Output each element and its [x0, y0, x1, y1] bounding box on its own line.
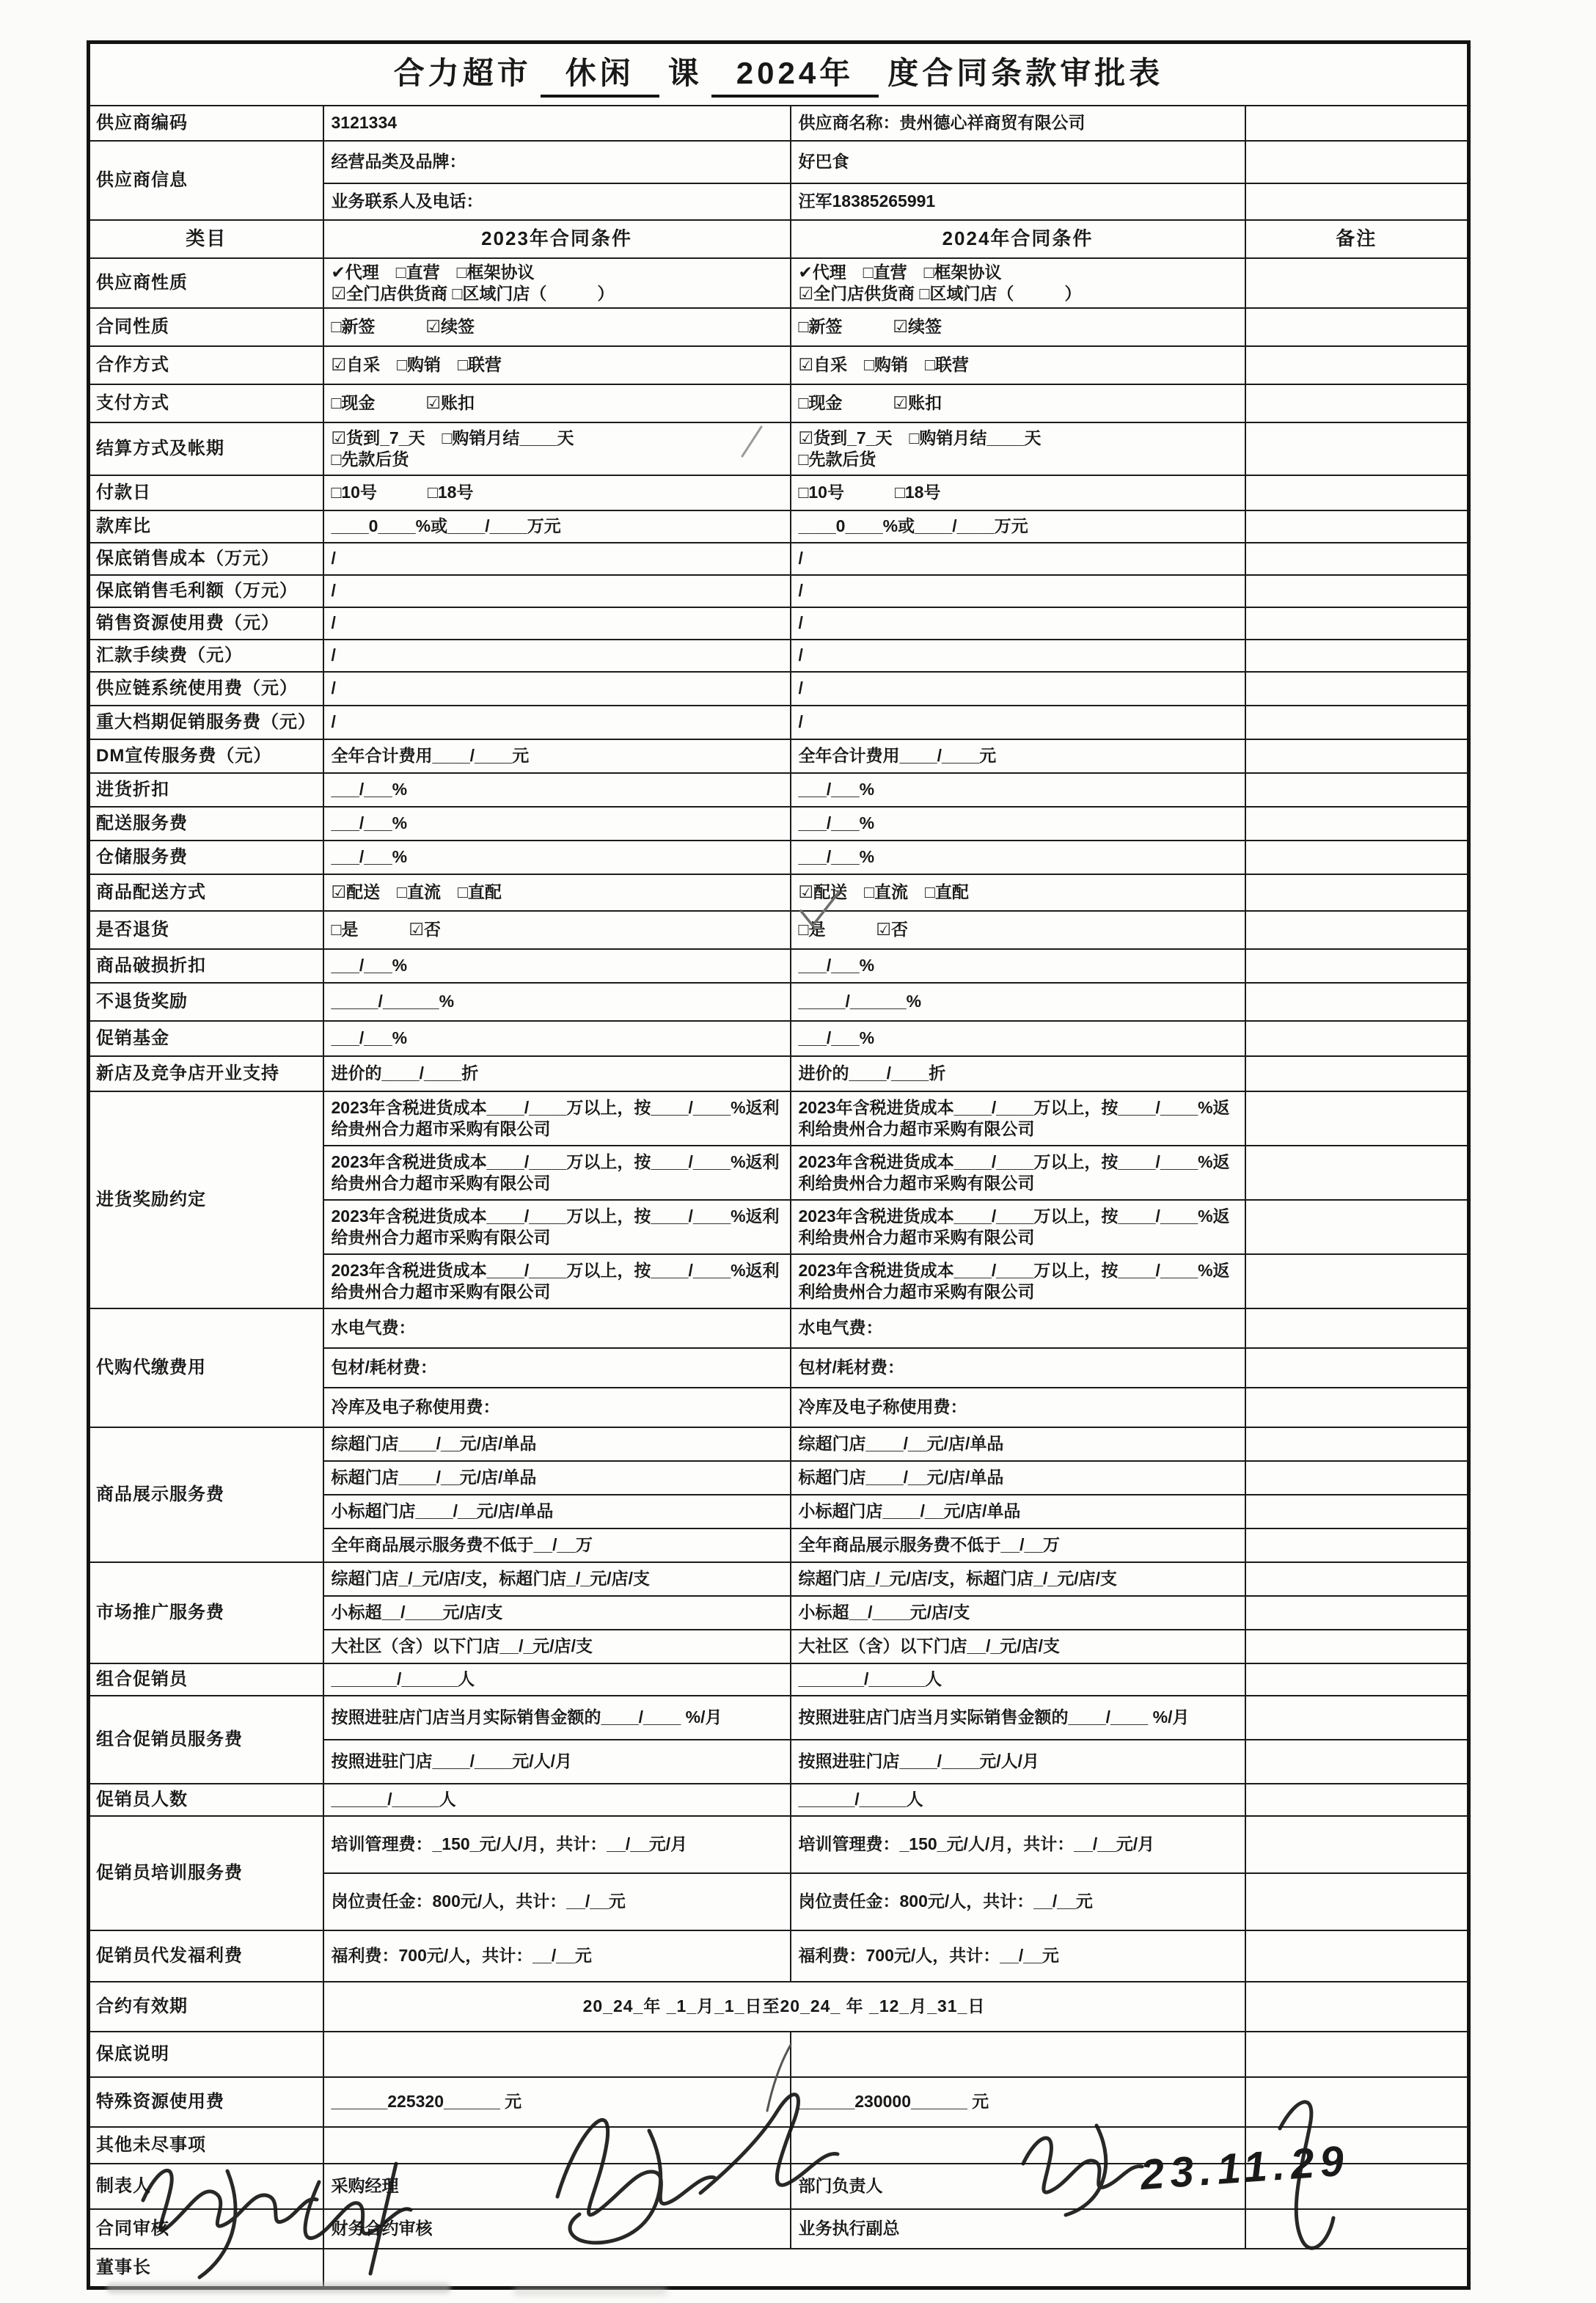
cell-2023: 进价的____/____折	[323, 1056, 791, 1091]
row-label: 进货折扣	[89, 773, 323, 807]
cell-line: ☑货到_7_天 □购销月结____天	[798, 428, 1042, 447]
cell-2024: _______/______人	[791, 1663, 1245, 1696]
cell-2024: 福利费：700元/人，共计：__/__元	[791, 1930, 1245, 1982]
form-title-part: 课	[667, 56, 703, 90]
row-joint-promoter-fee-1	[89, 1696, 1469, 1740]
cell-line: □先款后货	[331, 449, 409, 469]
cell-2023: 采购经理	[323, 2164, 791, 2209]
row-new-store-support	[89, 1056, 1469, 1091]
cell-2023: _______/______人	[323, 1663, 791, 1696]
row-promoter-count	[89, 1784, 1469, 1816]
cell-2023: ______225320______ 元	[323, 2077, 791, 2127]
cell-2023: 综超门店_/_元/店/支，标超门店_/_元/店/支	[323, 1562, 791, 1596]
cell-line: ☑货到_7_天 □购销月结____天	[331, 428, 574, 447]
row-label: 仓储服务费	[89, 841, 323, 874]
cell-2023: □10号 □18号	[323, 475, 791, 510]
cell-line: ✔代理 □直营 □框架协议	[331, 262, 535, 282]
cell-remark	[1245, 141, 1469, 183]
cell-2023: 综超门店____/__元/店/单品	[323, 1427, 791, 1461]
cell-remark	[1245, 510, 1469, 543]
cell-2024: 冷库及电子称使用费：	[791, 1388, 1245, 1427]
row-label: 汇款手续费（元）	[89, 640, 323, 672]
row-supplier-nature	[89, 258, 1469, 308]
cell-2024: 进价的____/____折	[791, 1056, 1245, 1091]
row-label: 商品配送方式	[89, 874, 323, 911]
cell-2024: 汪军18385265991	[791, 183, 1245, 220]
col-remark: 备注	[1245, 220, 1469, 258]
cell-2024	[791, 2127, 1245, 2164]
cell-2023: ☑自采 □购销 □联营	[323, 346, 791, 384]
row-label: 促销员培训服务费	[89, 1816, 323, 1930]
row-label: 配送服务费	[89, 807, 323, 841]
row-sales-resource-fee	[89, 607, 1469, 640]
row-return-goods	[89, 911, 1469, 949]
cell-2023: 包材/耗材费：	[323, 1348, 791, 1388]
row-label: 销售资源使用费（元）	[89, 607, 323, 640]
row-label: 商品展示服务费	[89, 1427, 323, 1562]
cell-2023: ___/___%	[323, 773, 791, 807]
form-table	[87, 40, 1471, 2290]
form-title-part: 度合同条款审批表	[887, 56, 1164, 90]
cell-2023: 2023年含税进货成本____/____万以上，按____/____%返利给贵州合力超市采购有限公司	[323, 1146, 791, 1200]
cell-merged-wide	[323, 2249, 1469, 2288]
cell-remark	[1245, 841, 1469, 874]
cell-2024: 业务执行副总	[791, 2209, 1245, 2249]
cell-2024: 标超门店____/__元/店/单品	[791, 1461, 1245, 1495]
row-scm-system-fee	[89, 672, 1469, 706]
cell-2023	[323, 2032, 791, 2077]
row-label: 重大档期促销服务费（元）	[89, 706, 323, 739]
row-supplier-info	[89, 141, 1469, 183]
cell-remark	[1245, 308, 1469, 346]
row-label: 董事长	[89, 2249, 323, 2288]
cell-2024: 小标超门店____/__元/店/单品	[791, 1495, 1245, 1528]
row-delivery-mode	[89, 874, 1469, 911]
cell-2024: 水电气费：	[791, 1308, 1245, 1348]
cell-2024: /	[791, 575, 1245, 607]
cell-2023: 2023年含税进货成本____/____万以上，按____/____%返利给贵州合力超市采购有限公司	[323, 1200, 791, 1254]
cell-2023: ___/___%	[323, 841, 791, 874]
cell-remark	[1245, 1784, 1469, 1816]
row-label: 付款日	[89, 475, 323, 510]
cell-remark	[1245, 1200, 1469, 1254]
cell-remark	[1245, 2209, 1469, 2249]
cell-2023: /	[323, 607, 791, 640]
row-display-fee-1	[89, 1427, 1469, 1461]
cell-2024: ___/___%	[791, 807, 1245, 841]
row-dm-ad-fee	[89, 739, 1469, 773]
row-category-header	[89, 220, 1469, 258]
cell-remark	[1245, 911, 1469, 949]
row-no-return-reward	[89, 983, 1469, 1021]
row-promo-fund	[89, 1021, 1469, 1056]
row-contract-period	[89, 1982, 1469, 2032]
cell-remark	[1245, 1740, 1469, 1784]
row-contract-nature	[89, 308, 1469, 346]
cell-2024: /	[791, 672, 1245, 706]
cell-2023: 财务合约审核	[323, 2209, 791, 2249]
cell-2024: ___/___%	[791, 773, 1245, 807]
handwritten-date: 23.11.29	[1138, 2137, 1352, 2200]
cell-remark	[1245, 183, 1469, 220]
row-label: 代购代缴费用	[89, 1308, 323, 1427]
cell-2023: 全年商品展示服务费不低于__/__万	[323, 1528, 791, 1562]
row-label: 制表人	[89, 2164, 323, 2209]
cell-remark	[1245, 346, 1469, 384]
row-damage-discount	[89, 949, 1469, 983]
cell-2023: ☑配送 □直流 □直配	[323, 874, 791, 911]
cell-2024: /	[791, 706, 1245, 739]
cell-remark	[1245, 949, 1469, 983]
cell-remark	[1245, 2032, 1469, 2077]
row-label: 其他未尽事项	[89, 2127, 323, 2164]
cell-2023: □现金 ☑账扣	[323, 384, 791, 422]
row-label: 组合促销员服务费	[89, 1696, 323, 1784]
cell-2023: 经营品类及品牌：	[323, 141, 791, 183]
cell-2023: ___/___%	[323, 949, 791, 983]
row-purchase-discount	[89, 773, 1469, 807]
cell-line: ☑全门店供货商 □区域门店（ ）	[331, 283, 615, 303]
cell-remark	[1245, 1348, 1469, 1388]
row-agency-utilities	[89, 1308, 1469, 1348]
cell-2024: 综超门店_/_元/店/支，标超门店_/_元/店/支	[791, 1562, 1245, 1596]
cell-2024: 好巴食	[791, 141, 1245, 183]
cell-remark	[1245, 1630, 1469, 1663]
row-label: 合约有效期	[89, 1982, 323, 2032]
cell-2024	[791, 258, 1245, 308]
cell-remark	[1245, 672, 1469, 706]
cell-remark	[1245, 739, 1469, 773]
cell-2024: 2023年含税进货成本____/____万以上，按____/____%返利给贵州合力超市采购有限公司	[791, 1254, 1245, 1308]
cell-remark	[1245, 640, 1469, 672]
cell-2023: /	[323, 640, 791, 672]
form-title	[89, 43, 1469, 106]
cell-2024: ☑自采 □购销 □联营	[791, 346, 1245, 384]
cell-2023: ___/___%	[323, 1021, 791, 1056]
cell-2023: 福利费：700元/人，共计：__/__元	[323, 1930, 791, 1982]
row-label: 组合促销员	[89, 1663, 323, 1696]
cell-remark	[1245, 384, 1469, 422]
cell-2024: /	[791, 543, 1245, 575]
cell-2023: /	[323, 575, 791, 607]
cell-2023: ______/_____人	[323, 1784, 791, 1816]
cell-2024: 全年合计费用____/____元	[791, 739, 1245, 773]
row-label: 保底销售毛利额（万元）	[89, 575, 323, 607]
row-label: 供应商性质	[89, 258, 323, 308]
cell-2023: 业务联系人及电话：	[323, 183, 791, 220]
row-label: 市场推广服务费	[89, 1562, 323, 1663]
row-major-promo-fee	[89, 706, 1469, 739]
cell-2023: 岗位责任金：800元/人，共计：__/__元	[323, 1873, 791, 1930]
cell-2024: _____/______%	[791, 983, 1245, 1021]
cell-2023: /	[323, 706, 791, 739]
row-supplier-code	[89, 106, 1469, 141]
row-label: 合作方式	[89, 346, 323, 384]
cell-remark	[1245, 1816, 1469, 1873]
row-label: DM宣传服务费（元）	[89, 739, 323, 773]
scan-smudge	[106, 2282, 451, 2293]
cell-2023: 标超门店____/__元/店/单品	[323, 1461, 791, 1495]
cell-remark	[1245, 2077, 1469, 2127]
cell-2024: 2023年含税进货成本____/____万以上，按____/____%返利给贵州合力超市采购有限公司	[791, 1146, 1245, 1200]
cell-remark	[1245, 2127, 1469, 2164]
cell-2023	[323, 2127, 791, 2164]
cell-2023: /	[323, 672, 791, 706]
cell-remark	[1245, 1091, 1469, 1146]
form-title-blank: 2024年	[711, 54, 879, 98]
cell-remark	[1245, 258, 1469, 308]
cell-remark	[1245, 1254, 1469, 1308]
row-label: 促销员人数	[89, 1784, 323, 1816]
cell-2023	[323, 258, 791, 308]
cell-2024: 培训管理费：_150_元/人/月，共计：__/__元/月	[791, 1816, 1245, 1873]
row-label: 促销基金	[89, 1021, 323, 1056]
form-title-blank: 休闲	[541, 54, 659, 98]
row-promoter-training-1	[89, 1816, 1469, 1873]
form-table-body	[89, 43, 1469, 2288]
cell-remark	[1245, 1388, 1469, 1427]
cell-2023: 冷库及电子称使用费：	[323, 1388, 791, 1427]
cell-2024: 全年商品展示服务费不低于__/__万	[791, 1528, 1245, 1562]
cell-2024: □10号 □18号	[791, 475, 1245, 510]
cell-remark	[1245, 543, 1469, 575]
row-payment-inventory-ratio	[89, 510, 1469, 543]
row-label: 支付方式	[89, 384, 323, 422]
cell-2023: 2023年含税进货成本____/____万以上，按____/____%返利给贵州合力超市采购有限公司	[323, 1254, 791, 1308]
cell-remark	[1245, 1596, 1469, 1630]
cell-remark	[1245, 1528, 1469, 1562]
row-label: 供应商编码	[89, 106, 323, 141]
cell-remark	[1245, 983, 1469, 1021]
row-label: 商品破损折扣	[89, 949, 323, 983]
cell-2023: 按照进驻门店____/____元/人/月	[323, 1740, 791, 1784]
row-market-promo-1	[89, 1562, 1469, 1596]
cell-2024: ______/_____人	[791, 1784, 1245, 1816]
row-label: 保底说明	[89, 2032, 323, 2077]
row-label: 款库比	[89, 510, 323, 543]
cell-2023: 按照进驻店门店当月实际销售金额的____/____ %/月	[323, 1696, 791, 1740]
cell-2024: 供应商名称：贵州德心祥商贸有限公司	[791, 106, 1245, 141]
cell-remark	[1245, 1873, 1469, 1930]
cell-remark	[1245, 1146, 1469, 1200]
cell-remark	[1245, 1056, 1469, 1091]
cell-2023: _____/______%	[323, 983, 791, 1021]
row-preparer	[89, 2164, 1469, 2209]
row-label: 结算方式及帐期	[89, 422, 323, 475]
col-category: 类目	[89, 220, 323, 258]
row-min-guarantee-note	[89, 2032, 1469, 2077]
cell-remark	[1245, 1982, 1469, 2032]
row-label: 保底销售成本（万元）	[89, 543, 323, 575]
cell-remark	[1245, 1930, 1469, 1982]
cell-2023: ____0____%或____/____万元	[323, 510, 791, 543]
row-settlement-terms	[89, 422, 1469, 475]
cell-remark	[1245, 1495, 1469, 1528]
cell-remark	[1245, 1427, 1469, 1461]
row-purchase-reward-1	[89, 1091, 1469, 1146]
cell-2024: ___/___%	[791, 1021, 1245, 1056]
cell-2024: 大社区（含）以下门店__/_元/店/支	[791, 1630, 1245, 1663]
cell-2024: ____0____%或____/____万元	[791, 510, 1245, 543]
cell-remark	[1245, 1696, 1469, 1740]
row-promoter-welfare	[89, 1930, 1469, 1982]
cell-remark	[1245, 1308, 1469, 1348]
cell-2024: 包材/耗材费：	[791, 1348, 1245, 1388]
row-title	[89, 43, 1469, 106]
cell-2024: /	[791, 607, 1245, 640]
cell-2024	[791, 2032, 1245, 2077]
cell-2024: 2023年含税进货成本____/____万以上，按____/____%返利给贵州合力超市采购有限公司	[791, 1091, 1245, 1146]
cell-line: □先款后货	[798, 449, 876, 469]
cell-2024: □是 ☑否	[791, 911, 1245, 949]
cell-remark	[1245, 1663, 1469, 1696]
cell-remark	[1245, 1461, 1469, 1495]
cell-2023: 小标超门店____/__元/店/单品	[323, 1495, 791, 1528]
cell-2024: 按照进驻店门店当月实际销售金额的____/____ %/月	[791, 1696, 1245, 1740]
cell-line: ☑全门店供货商 □区域门店（ ）	[798, 283, 1082, 303]
row-label: 合同性质	[89, 308, 323, 346]
row-label: 特殊资源使用费	[89, 2077, 323, 2127]
scan-smudge	[513, 2287, 667, 2296]
row-special-resource-fee	[89, 2077, 1469, 2127]
cell-remark	[1245, 475, 1469, 510]
col-2023: 2023年合同条件	[323, 220, 791, 258]
cell-remark	[1245, 874, 1469, 911]
cell-2023: 培训管理费：_150_元/人/月，共计：__/__元/月	[323, 1816, 791, 1873]
cell-remark	[1245, 106, 1469, 141]
cell-2024: ___/___%	[791, 841, 1245, 874]
cell-2024: 按照进驻门店____/____元/人/月	[791, 1740, 1245, 1784]
cell-2024: 岗位责任金：800元/人，共计：__/__元	[791, 1873, 1245, 1930]
cell-2023: 3121334	[323, 106, 791, 141]
cell-2024: □新签 ☑续签	[791, 308, 1245, 346]
cell-2024: 小标超__/____元/店/支	[791, 1596, 1245, 1630]
cell-2024: □现金 ☑账扣	[791, 384, 1245, 422]
col-2024: 2024年合同条件	[791, 220, 1245, 258]
row-payment-mode	[89, 384, 1469, 422]
cell-2023: □新签 ☑续签	[323, 308, 791, 346]
row-min-gross-profit	[89, 575, 1469, 607]
cell-2024: ☑配送 □直流 □直配	[791, 874, 1245, 911]
form-title-part: 合力超市	[393, 56, 532, 90]
row-label: 供应商信息	[89, 141, 323, 220]
cell-2023: 水电气费：	[323, 1308, 791, 1348]
cell-merged-period: 20_24_年 _1_月_1_日至20_24_ 年 _12_月_31_日	[323, 1982, 1245, 2032]
row-delivery-service-fee	[89, 807, 1469, 841]
row-cooperation-mode	[89, 346, 1469, 384]
row-joint-promoter	[89, 1663, 1469, 1696]
cell-2024: 部门负责人	[791, 2164, 1245, 2209]
cell-2024	[791, 422, 1245, 475]
row-remittance-fee	[89, 640, 1469, 672]
cell-2023: ___/___%	[323, 807, 791, 841]
cell-2023	[323, 422, 791, 475]
cell-remark	[1245, 1562, 1469, 1596]
cell-remark	[1245, 773, 1469, 807]
cell-remark	[1245, 607, 1469, 640]
row-label: 合同审核	[89, 2209, 323, 2249]
row-label: 新店及竞争店开业支持	[89, 1056, 323, 1091]
cell-remark	[1245, 2164, 1469, 2209]
row-label: 是否退货	[89, 911, 323, 949]
row-label: 进货奖励约定	[89, 1091, 323, 1308]
cell-2024: 综超门店____/__元/店/单品	[791, 1427, 1245, 1461]
row-label: 供应链系统使用费（元）	[89, 672, 323, 706]
cell-remark	[1245, 1021, 1469, 1056]
cell-2024: ___/___%	[791, 949, 1245, 983]
cell-2024: /	[791, 640, 1245, 672]
cell-2023: 小标超__/____元/店/支	[323, 1596, 791, 1630]
cell-2024: ______230000______ 元	[791, 2077, 1245, 2127]
row-contract-review	[89, 2209, 1469, 2249]
cell-2023: □是 ☑否	[323, 911, 791, 949]
cell-2023: 全年合计费用____/____元	[323, 739, 791, 773]
cell-remark	[1245, 575, 1469, 607]
cell-2023: 大社区（含）以下门店__/_元/店/支	[323, 1630, 791, 1663]
row-payment-day	[89, 475, 1469, 510]
cell-2023: 2023年含税进货成本____/____万以上，按____/____%返利给贵州合力超市采购有限公司	[323, 1091, 791, 1146]
row-warehouse-fee	[89, 841, 1469, 874]
row-label: 不退货奖励	[89, 983, 323, 1021]
row-other-items	[89, 2127, 1469, 2164]
row-label: 促销员代发福利费	[89, 1930, 323, 1982]
cell-2024: 2023年含税进货成本____/____万以上，按____/____%返利给贵州合力超市采购有限公司	[791, 1200, 1245, 1254]
cell-remark	[1245, 706, 1469, 739]
cell-line: ✔代理 □直营 □框架协议	[798, 262, 1002, 282]
cell-remark	[1245, 422, 1469, 475]
cell-remark	[1245, 807, 1469, 841]
row-min-sales-cost	[89, 543, 1469, 575]
cell-2023: /	[323, 543, 791, 575]
